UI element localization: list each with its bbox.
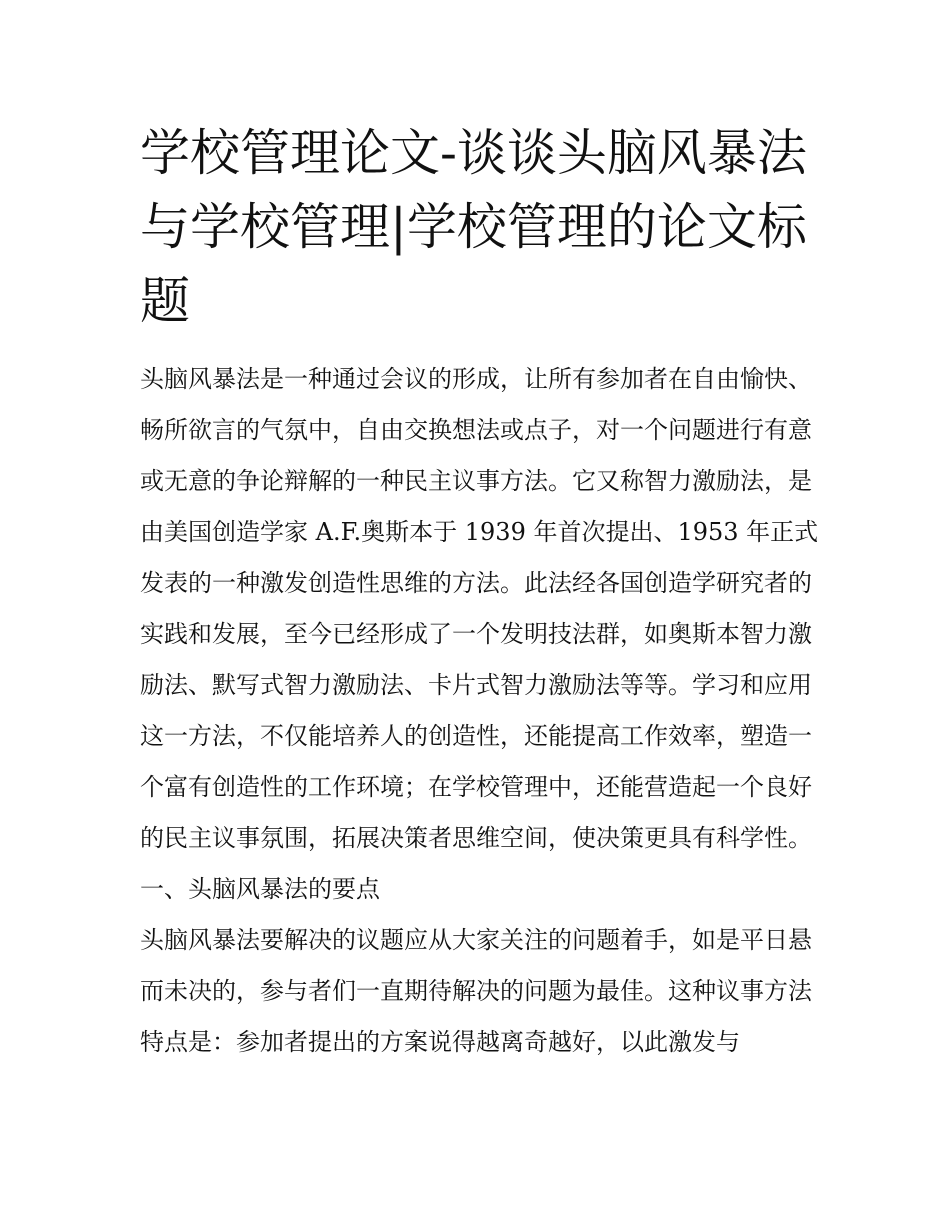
paragraph-section-one: 头脑风暴法要解决的议题应从大家关注的问题着手，如是平日悬而未决的，参与者们一直期待解决的问题为最佳。这种议事方法特点是：参加者提出的方案说得越离奇越好，以此激发与 xyxy=(140,926,812,1056)
document-title: 学校管理论文-谈谈头脑风暴法与学校管理|学校管理的论文标题 xyxy=(140,124,807,330)
document-body xyxy=(140,354,820,1068)
section-heading: 一、头脑风暴法的要点 xyxy=(140,875,380,903)
paragraph-intro: 头脑风暴法是一种通过会议的形成，让所有参加者在自由愉快、畅所欲言的气氛中，自由交换想法或点子，对一个问题进行有意或无意的争论辩解的一种民主议事方法。它又称智力激励法，是由美国创造学家 A.F.奥斯本于 1939 年首次提出、1953 年正式发表的一种激发创造性思维的方法。此法经各国创造学研究者的实践和发展，至今已经形成了一个发明技法群，如奥斯本智力激励法、默写式智力激励法、卡片式智力激励法等等。学习和应用这一方法，不仅能培养人的创造性，还能提高工作效率，塑造一个富有创造性的工作环境；在学校管理中，还能营造起一个良好的民主议事氛围，拓展决策者思维空间，使决策更具有科学性。 xyxy=(140,365,819,852)
